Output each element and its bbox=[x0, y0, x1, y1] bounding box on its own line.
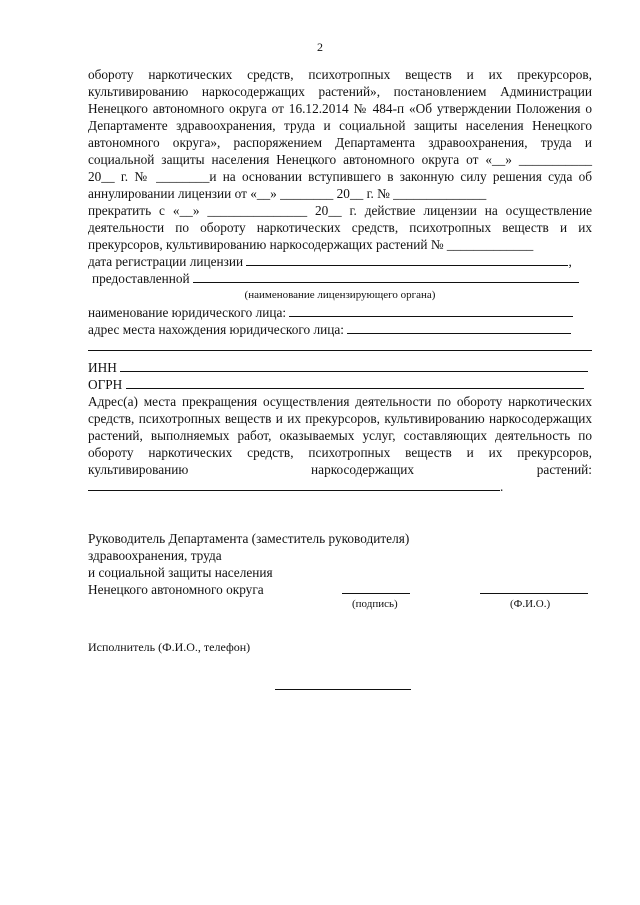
head-title-line2: здравоохранения, труда bbox=[88, 548, 222, 563]
head-title-line4: Ненецкого автономного округа bbox=[88, 582, 264, 597]
signature-caption: (подпись) bbox=[352, 598, 398, 610]
legal-address-row bbox=[88, 321, 592, 338]
fio-caption: (Ф.И.О.) bbox=[510, 598, 551, 610]
addresses-text: Адрес(а) места прекращения осуществления деятельности по обороту наркотических средств, психотропных веществ и их прекурсоров, культивированию наркосодержащих растений, выполняемых работ, оказываемых услуг, составляющих деятельность по обороту наркотических средств, психотропных веществ и их прекурсоров, культивированию наркосодержащих растений: bbox=[88, 394, 592, 477]
legal-address-label: адрес места нахождения юридического лица: bbox=[88, 322, 344, 337]
inn-label: ИНН bbox=[88, 360, 117, 375]
reg-date-row: дата регистрации лицензии , bbox=[88, 254, 572, 269]
fio-line bbox=[480, 592, 588, 594]
signature-block bbox=[88, 530, 592, 598]
ogrn-label: ОГРН bbox=[88, 377, 123, 392]
ogrn-blank bbox=[126, 376, 584, 389]
provided-label: предоставленной bbox=[92, 271, 190, 286]
licensing-body-blank bbox=[193, 270, 579, 283]
signature-line bbox=[342, 592, 410, 594]
paragraph-legal-basis: обороту наркотических средств, психотропных веществ и их прекурсоров, культивированию наркосодержащих растений», постановлением Администрации Ненецкого автономного округа от 16.12.2014 № 484-п «Об утверждении Положения о Департаменте здравоохранения, труда и социальной защиты населения Ненецкого автономного округа», распоряжением Департамента здравоохранения, труда и социальной защиты населения Ненецкого автономного округа от «__» ___________ 20__ г. № ________и на основании вступившего в законную силу решения суда об аннулировании лицензии от «__» ________ 20__ г. № ______________ bbox=[88, 67, 592, 201]
legal-name-row bbox=[88, 304, 592, 321]
ogrn-row bbox=[88, 376, 592, 393]
reg-date-blank bbox=[246, 253, 568, 266]
executor-label: Исполнитель (Ф.И.О., телефон) bbox=[88, 640, 251, 654]
head-title-line3: и социальной защиты населения bbox=[88, 565, 273, 580]
inn-row bbox=[88, 359, 592, 376]
document-body bbox=[88, 66, 592, 495]
inn-blank bbox=[120, 359, 588, 372]
closing-line bbox=[275, 689, 411, 690]
page-number: 2 bbox=[317, 40, 323, 54]
legal-name-blank bbox=[289, 304, 573, 317]
legal-name-label: наименование юридического лица: bbox=[88, 305, 287, 320]
paragraph-terminate-license: прекратить с «__» _______________ 20__ г. действие лицензии на осуществление деятельности по обороту наркотических средств, психотропных веществ и их прекурсоров, культивированию наркосодержащих растений № _____________ bbox=[88, 203, 592, 252]
addresses-blank bbox=[88, 478, 500, 491]
empty-blank-row bbox=[88, 338, 592, 355]
licensing-body-caption: (наименование лицензирующего органа) bbox=[244, 289, 436, 301]
extra-blank-line bbox=[88, 338, 592, 351]
paragraph-addresses: Адрес(а) места прекращения осуществления деятельности по обороту наркотических средств, психотропных веществ и их прекурсоров, культивированию наркосодержащих растений, выполняемых работ, оказываемых услуг, составляющих деятельность по обороту наркотических средств, психотропных веществ и их прекурсоров, культивированию наркосодержащих растений: . bbox=[88, 394, 592, 494]
legal-address-blank bbox=[347, 321, 571, 334]
head-title-line1: Руководитель Департамента (заместитель руководителя) bbox=[88, 531, 410, 546]
provided-row bbox=[88, 270, 592, 287]
reg-date-label: дата регистрации лицензии bbox=[88, 254, 244, 269]
